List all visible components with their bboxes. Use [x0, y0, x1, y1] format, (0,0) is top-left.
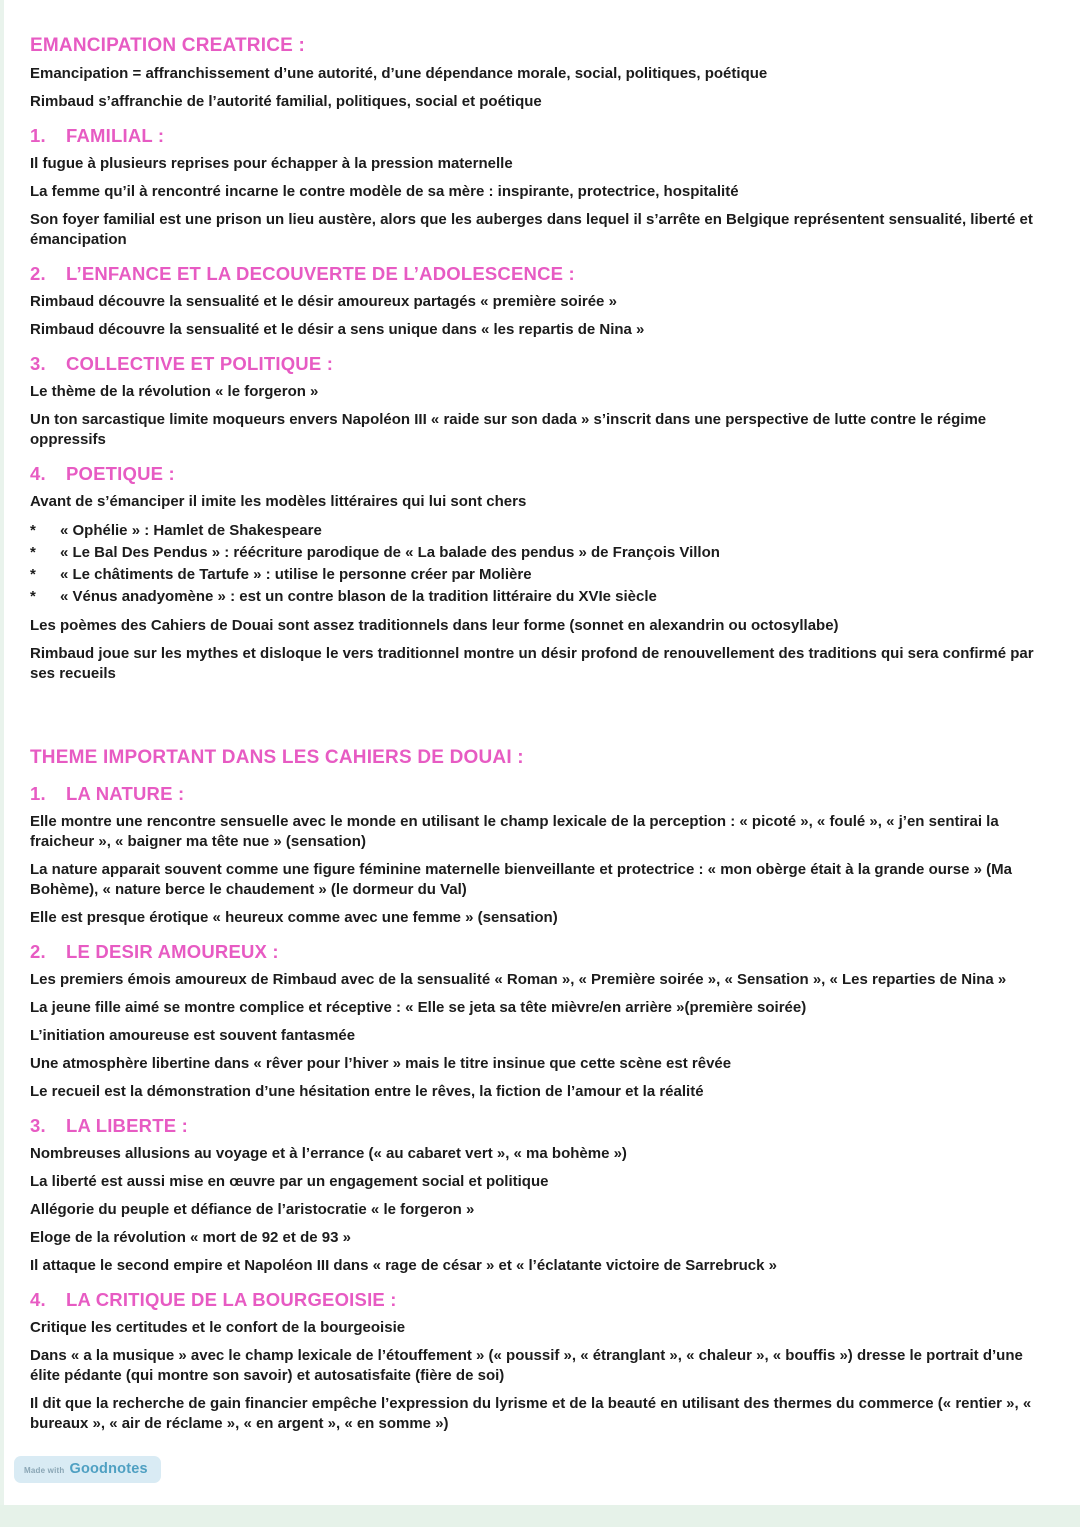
poem-list-item — [30, 564, 1050, 585]
goodnotes-badge[interactable] — [14, 1456, 161, 1483]
heading-number: 3. — [30, 1115, 46, 1136]
section-heading — [30, 34, 1050, 58]
section-heading — [30, 782, 1050, 806]
asterisk-bullet: * — [30, 588, 36, 605]
paragraph: Son foyer familial est une prison un lieu austère, alors que les auberges dans lequel il s’arrête en Belgique représentent sensualité, liberté et émancipation — [30, 211, 1033, 248]
heading-title: EMANCIPATION CREATRICE : — [30, 35, 306, 56]
section — [30, 34, 1050, 112]
section-heading — [30, 1288, 1050, 1312]
heading-title: THEME IMPORTANT DANS LES CAHIERS DE DOUAI : — [30, 747, 524, 768]
paragraph: Une atmosphère libertine dans « rêver pour l’hiver » mais le titre insinue que cette scène est rêvée — [30, 1055, 732, 1072]
paragraph: La liberté est aussi mise en œuvre par un engagement social et politique — [30, 1173, 549, 1190]
section — [30, 124, 1050, 250]
page-edge-left — [0, 0, 4, 1527]
section — [30, 746, 1050, 770]
paragraph: Rimbaud découvre la sensualité et le désir amoureux partagés « première soirée » — [30, 293, 617, 310]
section-heading — [30, 262, 1050, 286]
page-edge-bottom — [0, 1505, 1080, 1527]
paragraph: Les poèmes des Cahiers de Douai sont assez traditionnels dans leur forme (sonnet en alexandrin ou octosyllabe) — [30, 617, 839, 634]
section-heading — [30, 1114, 1050, 1138]
poem-list-item — [30, 586, 1050, 607]
paragraph: Elle est presque érotique « heureux comme avec une femme » (sensation) — [30, 909, 558, 926]
paragraph: Rimbaud joue sur les mythes et disloque le vers traditionnel montre un désir profond de renouvellement des traditions qui sera confirmé par ses recueils — [30, 645, 1034, 682]
footer — [0, 1442, 1080, 1483]
paragraph: Le recueil est la démonstration d’une hésitation entre le rêves, la fiction de l’amour et la réalité — [30, 1083, 704, 1100]
paragraph: Il attaque le second empire et Napoléon III dans « rage de césar » et « l’éclatante victoire de Sarrebruck » — [30, 1257, 777, 1274]
heading-number: 1. — [30, 125, 46, 146]
heading-number: 2. — [30, 263, 46, 284]
poem-list-item — [30, 542, 1050, 563]
asterisk-bullet: * — [30, 544, 36, 561]
poem-list-item — [30, 520, 1050, 541]
heading-number: 4. — [30, 1289, 46, 1310]
paragraph: Emancipation = affranchissement d’une autorité, d’une dépendance morale, social, politiques, poétique — [30, 65, 768, 82]
poem-list-text: « Vénus anadyomène » : est un contre blason de la tradition littéraire du XVIe siècle — [60, 588, 657, 605]
section-heading — [30, 124, 1050, 148]
paragraph: Critique les certitudes et le confort de la bourgeoisie — [30, 1319, 406, 1336]
heading-number: 3. — [30, 353, 46, 374]
paragraph: Dans « a la musique » avec le champ lexicale de l’étouffement » (« poussif », « étranglant », « chaleur », « bouffis ») dresse le portrait d’une élite pédante (qui montre son savoir) et autosatisfaite (fière de soi) — [30, 1347, 1023, 1384]
heading-title: FAMILIAL : — [66, 125, 165, 146]
heading-number: 2. — [30, 941, 46, 962]
asterisk-bullet: * — [30, 522, 36, 539]
poem-list-text: « Ophélie » : Hamlet de Shakespeare — [60, 522, 322, 539]
heading-title: POETIQUE : — [66, 463, 175, 484]
paragraph: La femme qu’il à rencontré incarne le contre modèle de sa mère : inspirante, protectrice, hospitalité — [30, 183, 739, 200]
paragraph: Un ton sarcastique limite moqueurs envers Napoléon III « raide sur son dada » s’inscrit dans une perspective de lutte contre le régime oppressifs — [30, 411, 987, 448]
heading-number: 1. — [30, 783, 46, 804]
paragraph: Eloge de la révolution « mort de 92 et de 93 » — [30, 1229, 351, 1246]
made-with-label: Made with — [24, 1466, 65, 1475]
section — [30, 262, 1050, 340]
poem-list-text: « Le châtiments de Tartufe » : utilise le personne créer par Molière — [60, 566, 532, 583]
heading-number: 4. — [30, 463, 46, 484]
section-heading — [30, 940, 1050, 964]
poem-list-text: « Le Bal Des Pendus » : réécriture parodique de « La balade des pendus » de François Villon — [60, 544, 720, 561]
section — [30, 1288, 1050, 1434]
section — [30, 352, 1050, 450]
section — [30, 462, 1050, 684]
paragraph: La nature apparait souvent comme une figure féminine maternelle bienveillante et protectrice : « mon obèrge était à la grande ourse » (Ma Bohème), « nature berce le chaudement » (le dormeur du Val) — [30, 861, 1012, 898]
heading-title: LA LIBERTE : — [66, 1115, 188, 1136]
paragraph: L’initiation amoureuse est souvent fantasmée — [30, 1027, 356, 1044]
paragraph: Le thème de la révolution « le forgeron » — [30, 383, 319, 400]
paragraph: Rimbaud découvre la sensualité et le désir a sens unique dans « les repartis de Nina » — [30, 321, 645, 338]
heading-title: L’ENFANCE ET LA DECOUVERTE DE L’ADOLESCENCE : — [66, 263, 575, 284]
paragraph: Les premiers émois amoureux de Rimbaud avec de la sensualité « Roman », « Première soirée », « Sensation », « Les reparties de Nina » — [30, 971, 1007, 988]
section — [30, 1114, 1050, 1276]
paragraph: Elle montre une rencontre sensuelle avec le monde en utilisant le champ lexicale de la perception : « picoté », « foulé », « j’en sentirai la fraicheur », « baigner ma tête nue » (sensation) — [30, 813, 999, 850]
paragraph: La jeune fille aimé se montre complice et réceptive : « Elle se jeta sa tête mièvre/en arrière »(première soirée) — [30, 999, 807, 1016]
heading-title: LA NATURE : — [66, 783, 185, 804]
section-heading — [30, 746, 1050, 770]
paragraph: Il fugue à plusieurs reprises pour échapper à la pression maternelle — [30, 155, 513, 172]
asterisk-bullet: * — [30, 566, 36, 583]
section — [30, 940, 1050, 1102]
goodnotes-brand: Goodnotes — [69, 1461, 148, 1477]
paragraph: Allégorie du peuple et défiance de l’aristocratie « le forgeron » — [30, 1201, 475, 1218]
heading-title: COLLECTIVE ET POLITIQUE : — [66, 353, 334, 374]
paragraph: Nombreuses allusions au voyage et à l’errance (« au cabaret vert », « ma bohème ») — [30, 1145, 627, 1162]
paragraph: Il dit que la recherche de gain financier empêche l’expression du lyrisme et de la beauté en utilisant des thermes du commerce (« rentier », « bureaux », « air de réclame », « en argent », « en somme ») — [30, 1395, 1032, 1432]
heading-title: LA CRITIQUE DE LA BOURGEOISIE : — [66, 1289, 397, 1310]
paragraph: Avant de s’émanciper il imite les modèles littéraires qui lui sont chers — [30, 493, 527, 510]
section-heading — [30, 462, 1050, 486]
section-heading — [30, 352, 1050, 376]
heading-title: LE DESIR AMOUREUX : — [66, 941, 279, 962]
paragraph: Rimbaud s’affranchie de l’autorité familial, politiques, social et poétique — [30, 93, 542, 110]
section — [30, 782, 1050, 928]
